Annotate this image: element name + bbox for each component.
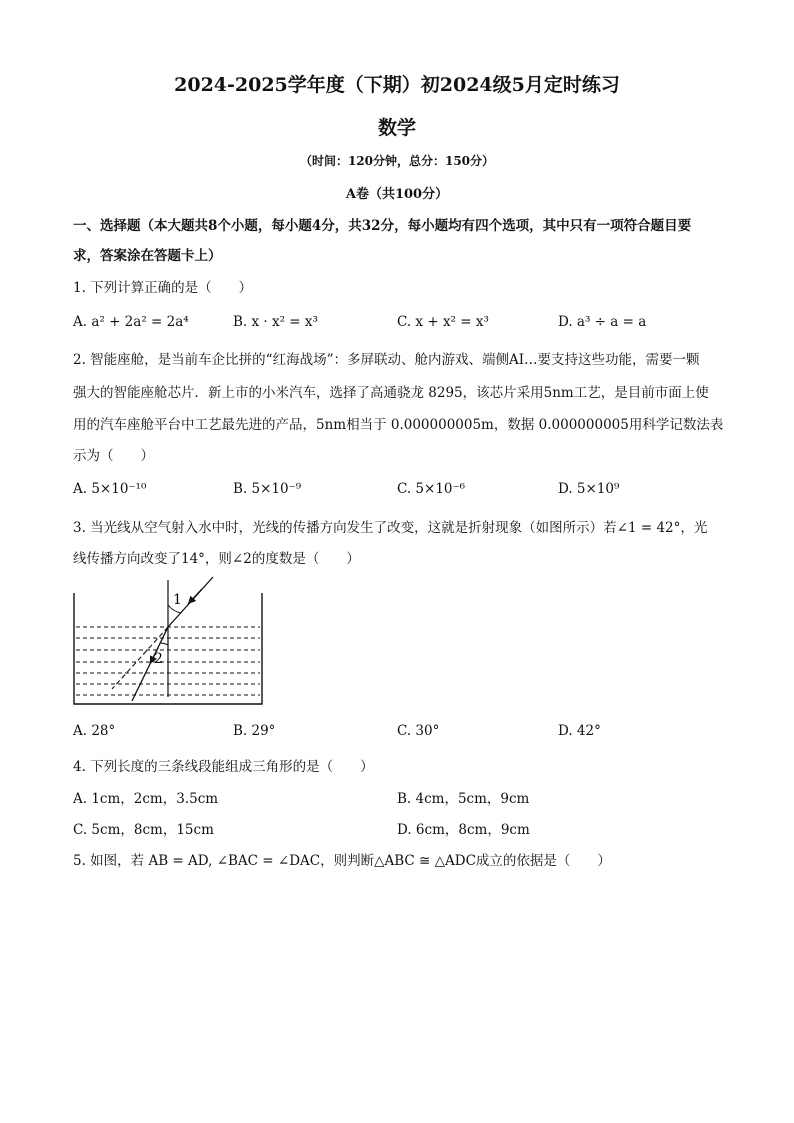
q3-line2: 线传播方向改变了14°，则∠2的度数是（ ） xyxy=(73,551,360,567)
q2-option-a: A. 5×10⁻¹⁰ xyxy=(73,481,147,497)
q2-option-b: B. 5×10⁻⁹ xyxy=(233,481,302,497)
q2-line3: 用的汽车座舱平台中工艺最先进的产品，5nm相当于 0.000000005m，数据 0.000000005用科学记数法表 xyxy=(73,417,724,433)
time-info: （时间：120分钟，总分：150分） xyxy=(299,154,495,168)
q3-option-b: B. 29° xyxy=(233,723,276,739)
q4-stem: 4. 下列长度的三条线段能组成三角形的是（ ） xyxy=(73,759,374,775)
q3-option-d: D. 42° xyxy=(558,723,601,739)
q2-line1: 2. 智能座舱，是当前车企比拼的“红海战场”：多屏联动、舱内游戏、端侧AI…要支持这些功能，需要一颗 xyxy=(73,352,700,368)
volume-label: A卷（共100分） xyxy=(345,187,449,202)
refraction-figure xyxy=(70,575,270,710)
section1-instructions-line2: 求，答案涂在答题卡上） xyxy=(73,248,222,264)
q3-option-c: C. 30° xyxy=(397,723,440,739)
q2-line2: 强大的智能座舱芯片．新上市的小米汽车，选择了高通骁龙 8295，该芯片采用5nm工艺，是目前市面上使 xyxy=(73,385,709,401)
q4-option-c: C. 5cm，8cm，15cm xyxy=(73,822,214,838)
subject-title: 数学 xyxy=(377,117,416,139)
section1-instructions-line1: 一、选择题（本大题共8个小题，每小题4分，共32分，每小题均有四个选项，其中只有一项符合题目要 xyxy=(73,218,692,234)
q2-line4: 示为（ ） xyxy=(73,448,154,464)
page-title: 2024-2025学年度（下期）初2024级5月定时练习 xyxy=(174,74,620,96)
q2-option-c: C. 5×10⁻⁶ xyxy=(397,481,466,497)
q5-stem: 5. 如图，若 AB = AD, ∠BAC = ∠DAC，则判断△ABC ≅ △ADC成立的依据是（ ） xyxy=(73,853,611,869)
q4-option-d: D. 6cm，8cm，9cm xyxy=(397,822,530,838)
q1-option-b: B. x · x² = x³ xyxy=(233,314,318,330)
q4-option-a: A. 1cm，2cm，3.5cm xyxy=(73,791,219,807)
q1-option-a: A. a² + 2a² = 2a⁴ xyxy=(73,314,189,330)
q3-option-a: A. 28° xyxy=(73,723,116,739)
q1-stem: 1. 下列计算正确的是（ ） xyxy=(73,280,253,296)
angle2-arc xyxy=(160,643,168,645)
q1-option-c: C. x + x² = x³ xyxy=(397,314,489,330)
q4-option-b: B. 4cm，5cm，9cm xyxy=(397,791,530,807)
incident-arrow xyxy=(188,589,202,604)
q3-line1: 3. 当光线从空气射入水中时，光线的传播方向发生了改变，这就是折射现象（如图所示）若∠1 = 42°，光 xyxy=(73,520,708,536)
q1-option-d: D. a³ ÷ a = a xyxy=(558,314,647,330)
angle-label-2: 2 xyxy=(154,651,163,667)
angle-label-1: 1 xyxy=(173,592,182,608)
q2-option-d: D. 5×10⁹ xyxy=(558,481,620,497)
